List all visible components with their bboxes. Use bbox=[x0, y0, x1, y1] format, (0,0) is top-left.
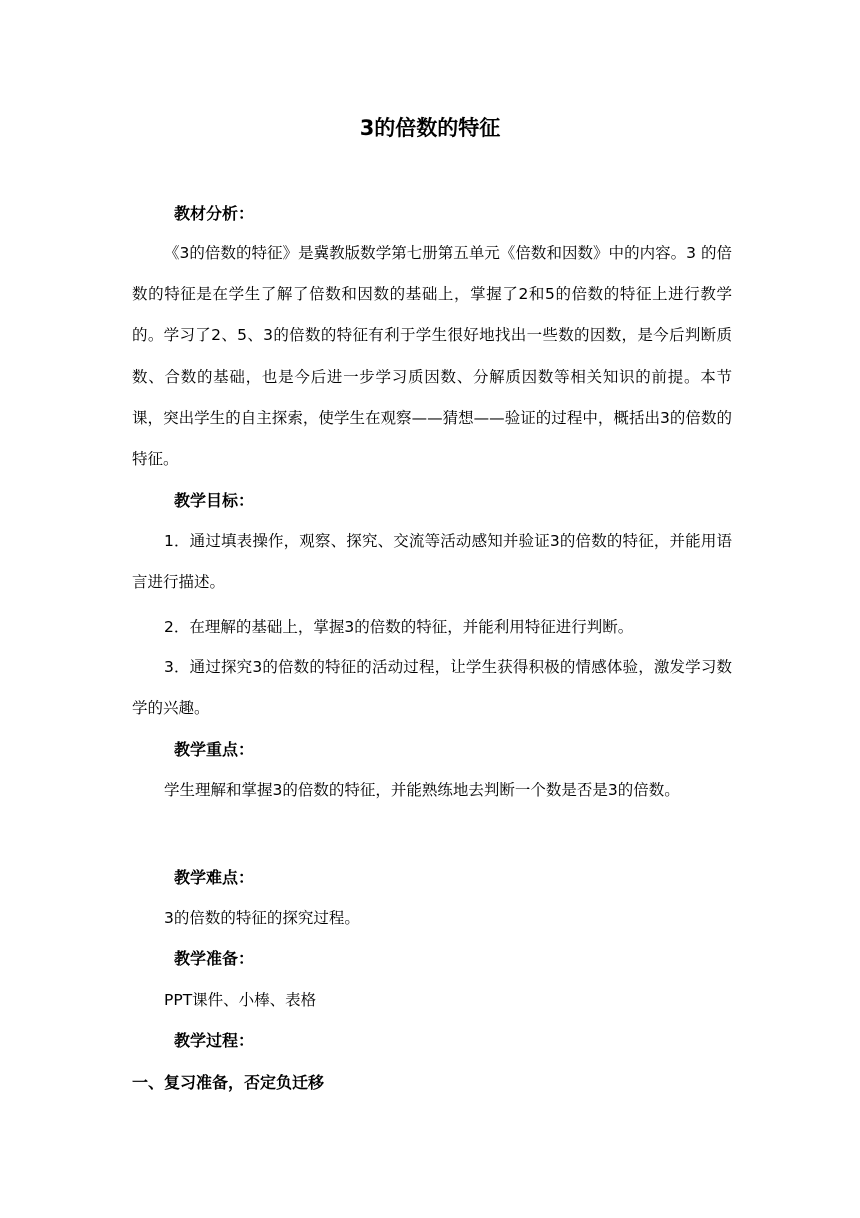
process-step-1-heading: 一、复习准备，否定负迁移 bbox=[132, 1073, 325, 1092]
difficulties-text: 3的倍数的特征的探究过程。 bbox=[164, 909, 360, 927]
difficulties-heading: 教学难点： bbox=[174, 868, 255, 887]
page-title: 3的倍数的特征 bbox=[359, 116, 501, 140]
goal-item-1: 1．通过填表操作，观察、探究、交流等活动感知并验证3的倍数的特征，并能用语言进行描述。 bbox=[132, 532, 732, 592]
analysis-heading: 教材分析： bbox=[174, 204, 255, 223]
goals-heading: 教学目标： bbox=[174, 491, 255, 510]
goal-item-3: 3．通过探究3的倍数的特征的活动过程，让学生获得积极的情感体验，激发学习数学的兴趣。 bbox=[132, 658, 732, 718]
process-heading: 教学过程： bbox=[174, 1031, 255, 1050]
preparation-text: PPT课件、小棒、表格 bbox=[164, 991, 317, 1009]
goal-item-2: 2．在理解的基础上，掌握3的倍数的特征，并能利用特征进行判断。 bbox=[164, 618, 634, 636]
key-points-paragraph: 学生理解和掌握3的倍数的特征，并能熟练地去判断一个数是否是3的倍数。 bbox=[164, 781, 680, 799]
analysis-paragraph: 《3的倍数的特征》是冀教版数学第七册第五单元《倍数和因数》中的内容。3 的倍数的特征是在学生了解了倍数和因数的基础上，掌握了2和5的倍数的特征上进行教学的。学习了2、5、3的倍数的特征有利于学生很好地找出一些数的因数，是今后判断质数、合数的基础，也是今后进一步学习质因数、分解质因数等相关知识的前提。本节课，突出学生的自主探索，使学生在观察——猜想——验证的过程中，概括出3的倍数的特征。 bbox=[132, 244, 732, 469]
preparation-heading: 教学准备： bbox=[174, 949, 255, 968]
key-points-heading: 教学重点： bbox=[174, 740, 255, 759]
